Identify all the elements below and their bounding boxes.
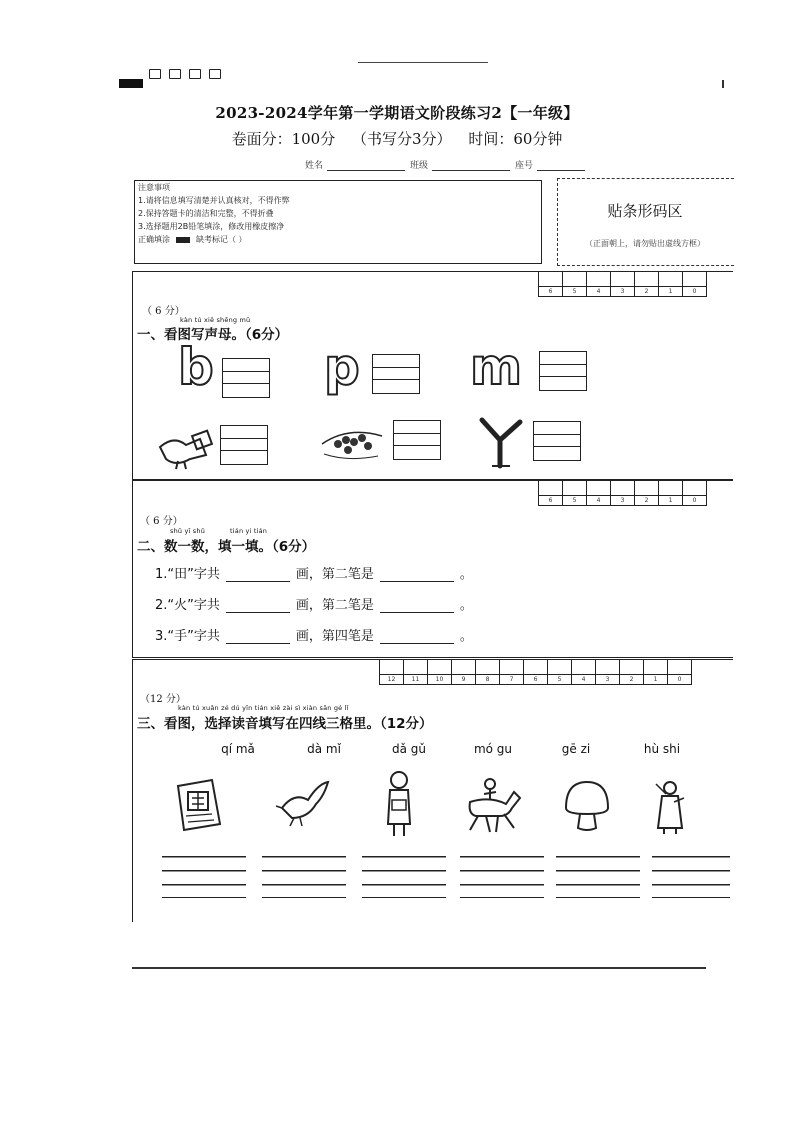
edge-mark xyxy=(722,80,724,88)
score-cell[interactable]: 7 xyxy=(500,660,524,684)
pinyin-option: gē zi xyxy=(561,742,591,756)
score-cell[interactable]: 2 xyxy=(635,481,659,505)
score-cell[interactable]: 10 xyxy=(428,660,452,684)
barcode-note: （正面朝上，请勿贴出虚线方框） xyxy=(585,239,705,248)
answer-blank[interactable] xyxy=(380,600,454,613)
nurse-icon xyxy=(652,778,688,836)
answer-blank[interactable] xyxy=(226,569,290,582)
score-cell[interactable]: 6 xyxy=(524,660,548,684)
score-cell[interactable]: 0 xyxy=(683,481,707,505)
answer-blank[interactable] xyxy=(380,569,454,582)
section-2-pinyin: shǔ yī shǔ xyxy=(170,527,206,535)
name-label: 姓名 xyxy=(305,161,324,171)
score-cell[interactable]: 1 xyxy=(659,481,683,505)
question-2: 2.“火”字共 画，第二笔是 。 xyxy=(155,598,473,613)
score-cell[interactable]: 6 xyxy=(539,272,563,296)
answer-blank[interactable] xyxy=(380,631,454,644)
mushroom-icon xyxy=(562,778,612,834)
exam-subtitle xyxy=(0,128,794,149)
checkbox-icon xyxy=(169,69,181,79)
checkbox-icon xyxy=(149,69,161,79)
section-3-points: （12 分） xyxy=(140,694,186,705)
four-line-grid[interactable] xyxy=(652,856,730,898)
section-2-points: （ 6 分） xyxy=(140,516,183,527)
pinyin-option: qí mǎ xyxy=(221,742,255,756)
score-cell[interactable]: 2 xyxy=(620,660,644,684)
score-cell[interactable]: 0 xyxy=(668,660,692,684)
answer-grid[interactable] xyxy=(372,354,420,394)
writing-score-label: （书写分3分） xyxy=(352,130,452,148)
grapes-icon xyxy=(318,420,388,464)
rice-bag-icon xyxy=(172,778,224,832)
notice-line: 1.请将信息填写清楚并认真核对，不得作弊 xyxy=(138,196,290,205)
score-cell[interactable]: 4 xyxy=(587,481,611,505)
pinyin-option: hù shi xyxy=(643,742,681,756)
class-blank[interactable] xyxy=(432,162,510,171)
score-cell[interactable]: 3 xyxy=(596,660,620,684)
four-line-grid[interactable] xyxy=(556,856,640,898)
seat-field[interactable] xyxy=(515,158,585,171)
answer-grid[interactable] xyxy=(222,358,270,398)
name-field[interactable] xyxy=(305,158,405,171)
score-cell[interactable]: 9 xyxy=(452,660,476,684)
answer-grid[interactable] xyxy=(539,351,587,391)
letter-p: p xyxy=(324,338,360,396)
barcode-title: 贴条形码区 xyxy=(607,202,683,220)
drummer-girl-icon xyxy=(384,770,414,840)
notice-title: 注意事项 xyxy=(138,183,170,192)
forked-branch-icon xyxy=(474,418,528,468)
seat-label: 座号 xyxy=(515,161,534,171)
score-cell[interactable]: 1 xyxy=(659,272,683,296)
score-label: 卷面分：100分 xyxy=(231,130,336,148)
pigeon-letter-icon xyxy=(156,425,216,469)
four-line-grid[interactable] xyxy=(362,856,446,898)
section-2-pinyin: tián yi tián xyxy=(230,527,268,535)
four-line-grid[interactable] xyxy=(460,856,544,898)
section-3-heading: 三、看图，选择读音填写在四线三格里。（12分） xyxy=(137,716,433,732)
barcode-area xyxy=(557,178,734,266)
four-line-grid[interactable] xyxy=(262,856,346,898)
answer-grid[interactable] xyxy=(533,421,581,461)
notice-line: 2.保持答题卡的清洁和完整，不得折叠 xyxy=(138,209,274,218)
section-2-heading: 二、数一数，填一填。（6分） xyxy=(137,539,316,555)
score-cell[interactable]: 6 xyxy=(539,481,563,505)
score-cell[interactable]: 4 xyxy=(572,660,596,684)
score-cell[interactable]: 11 xyxy=(404,660,428,684)
pinyin-option: mó gu xyxy=(473,742,513,756)
answer-grid[interactable] xyxy=(393,420,441,460)
section-3-pinyin: kàn tú xuǎn zé dú yīn tián xiě zài sì xiàn sān gé lǐ xyxy=(178,704,349,712)
section-1-score-strip xyxy=(538,271,707,297)
score-cell[interactable]: 5 xyxy=(563,272,587,296)
fill-label: 正确填涂 xyxy=(138,235,170,244)
section-3-score-strip xyxy=(379,659,692,685)
notice-box xyxy=(134,180,542,264)
checkbox-icon xyxy=(189,69,201,79)
letter-m: m xyxy=(470,338,523,396)
answer-grid[interactable] xyxy=(220,425,268,465)
section-1-points: （ 6 分） xyxy=(142,306,185,317)
score-cell[interactable]: 2 xyxy=(635,272,659,296)
horse-rider-icon xyxy=(460,776,524,834)
time-label: 时间：60分钟 xyxy=(468,130,563,148)
pinyin-option: dǎ gǔ xyxy=(391,742,426,756)
answer-blank[interactable] xyxy=(226,631,290,644)
pinyin-option: dà mǐ xyxy=(307,742,341,756)
score-cell[interactable]: 1 xyxy=(644,660,668,684)
question-3: 3.“手”字共 画，第四笔是 。 xyxy=(155,629,473,644)
notice-line: 3.选择题用2B铅笔填涂，修改用橡皮擦净 xyxy=(138,222,285,231)
letter-b: b xyxy=(178,338,214,396)
score-cell[interactable]: 0 xyxy=(683,272,707,296)
score-cell[interactable]: 3 xyxy=(611,272,635,296)
name-blank[interactable] xyxy=(327,162,405,171)
answer-blank[interactable] xyxy=(226,600,290,613)
alignment-mark xyxy=(119,79,143,88)
class-label: 班级 xyxy=(410,161,429,171)
score-cell[interactable]: 4 xyxy=(587,272,611,296)
absent-label: 缺考标记（ ） xyxy=(196,235,247,244)
section-1-heading: 一、看图写声母。（6分） xyxy=(137,327,289,343)
score-cell[interactable]: 5 xyxy=(563,481,587,505)
filled-mark-icon xyxy=(176,237,190,243)
exam-title: 2023-2024学年第一学期语文阶段练习2【一年级】 xyxy=(215,104,579,122)
dove-icon xyxy=(274,778,334,828)
question-1: 1.“田”字共 画，第二笔是 。 xyxy=(155,567,473,582)
four-line-grid[interactable] xyxy=(162,856,246,898)
bottom-rule xyxy=(132,967,706,969)
score-cell[interactable]: 5 xyxy=(548,660,572,684)
seat-blank[interactable] xyxy=(537,162,585,171)
section-1-pinyin: kàn tú xiě shēng mǔ xyxy=(180,316,251,324)
score-cell[interactable]: 3 xyxy=(611,481,635,505)
top-rule xyxy=(358,62,488,63)
class-field[interactable] xyxy=(410,158,510,171)
score-cell[interactable]: 12 xyxy=(380,660,404,684)
section-2-score-strip xyxy=(538,480,707,506)
score-cell[interactable]: 8 xyxy=(476,660,500,684)
fill-example-row xyxy=(135,233,541,246)
checkbox-icon xyxy=(209,69,221,79)
